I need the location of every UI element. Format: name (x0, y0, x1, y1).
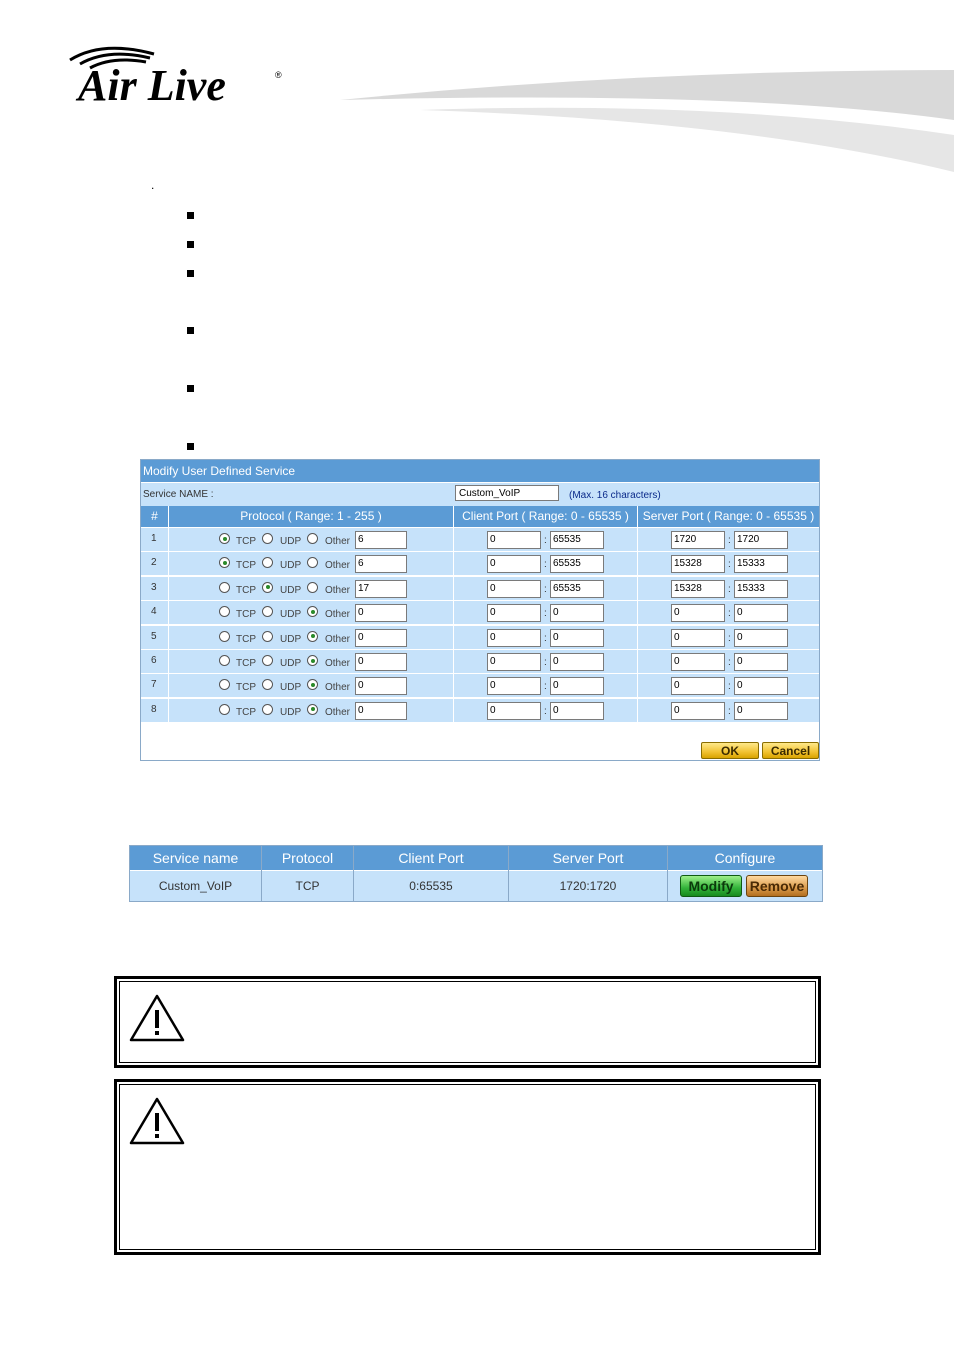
port-separator: : (728, 559, 731, 571)
column-divider (667, 846, 668, 901)
server-port-to-input[interactable]: 0 (734, 604, 788, 622)
row-number: 8 (151, 703, 157, 715)
radio-label-other: Other (325, 658, 351, 669)
service-row (141, 551, 819, 575)
note-box (114, 976, 821, 1068)
client-port-from-input[interactable]: 0 (487, 677, 541, 695)
port-separator: : (544, 657, 547, 668)
radio-other[interactable] (307, 606, 318, 617)
column-divider (168, 506, 169, 722)
radio-udp[interactable] (262, 679, 273, 690)
port-separator: : (728, 583, 731, 595)
server-port-to-input[interactable]: 15333 (734, 555, 788, 573)
radio-udp[interactable] (262, 582, 273, 593)
protocol-number-input[interactable]: 6 (355, 531, 407, 549)
client-port-to-input[interactable]: 0 (550, 677, 604, 695)
radio-label-tcp: TCP (236, 560, 256, 572)
radio-label-udp: UDP (280, 706, 302, 718)
client-port-from-input[interactable]: 0 (487, 702, 541, 720)
protocol-number-input[interactable]: 0 (355, 702, 407, 720)
radio-label-tcp: TCP (236, 536, 256, 547)
client-port-from-input[interactable]: 0 (487, 653, 541, 671)
modify-service-panel (140, 459, 820, 761)
service-row (141, 576, 819, 600)
radio-label-other: Other (325, 682, 351, 694)
server-port-from-input[interactable]: 0 (671, 629, 725, 647)
row-number: 5 (151, 630, 157, 642)
server-port-from-input[interactable]: 0 (671, 604, 725, 622)
panel-title: Modify User Defined Service (141, 460, 819, 482)
registered-mark: ® (275, 70, 282, 80)
radio-label-udp: UDP (280, 560, 302, 572)
row-number: 3 (151, 581, 157, 593)
bullet-mark (187, 443, 194, 450)
radio-label-other: Other (325, 560, 351, 572)
protocol-number-input[interactable]: 0 (355, 604, 407, 622)
radio-udp[interactable] (262, 655, 273, 666)
radio-tcp[interactable] (219, 582, 230, 593)
airlive-logo (62, 42, 292, 112)
server-port-to-input[interactable]: 0 (734, 629, 788, 647)
server-port-from-input[interactable]: 15328 (671, 555, 725, 573)
radio-label-udp: UDP (280, 536, 302, 547)
port-separator: : (544, 535, 547, 546)
bullet-mark (187, 327, 194, 334)
radio-other[interactable] (307, 704, 318, 715)
server-port-from-input[interactable]: 0 (671, 702, 725, 720)
port-separator: : (728, 632, 731, 644)
server-port-from-input[interactable]: 0 (671, 677, 725, 695)
summary-header-configure: Configure (714, 850, 776, 866)
summary-header-client-port: Client Port (398, 850, 464, 866)
client-port-from-input[interactable]: 0 (487, 555, 541, 573)
radio-tcp[interactable] (219, 655, 230, 666)
protocol-number-input[interactable]: 17 (355, 580, 407, 598)
radio-label-tcp: TCP (236, 584, 256, 596)
brand-text: Air Live (78, 61, 226, 110)
radio-label-other: Other (325, 536, 351, 547)
col-client-port-header: Client Port ( Range: 0 - 65535 ) (462, 509, 629, 523)
port-separator: : (728, 681, 731, 693)
radio-label-tcp: TCP (236, 609, 256, 621)
protocol-number-input[interactable]: 0 (355, 653, 407, 671)
radio-tcp[interactable] (219, 631, 230, 642)
server-port-from-input[interactable]: 0 (671, 653, 725, 671)
summary-protocol: TCP (295, 879, 320, 893)
modify-button[interactable]: Modify (680, 875, 742, 897)
radio-udp[interactable] (262, 631, 273, 642)
radio-label-other: Other (325, 584, 351, 596)
client-port-to-input[interactable]: 65535 (550, 531, 604, 549)
col-num-header: # (151, 509, 158, 523)
radio-udp[interactable] (262, 704, 273, 715)
service-row (141, 673, 819, 697)
radio-label-udp: UDP (280, 584, 302, 596)
client-port-from-input[interactable]: 0 (487, 629, 541, 647)
bullet-mark (187, 212, 194, 219)
leading-dot: . (151, 178, 155, 192)
column-divider (453, 506, 454, 722)
client-port-to-input[interactable]: 0 (550, 604, 604, 622)
service-name-input[interactable]: Custom_VoIP (455, 485, 559, 501)
column-divider (637, 506, 638, 722)
radio-tcp[interactable] (219, 704, 230, 715)
client-port-to-input[interactable]: 65535 (550, 555, 604, 573)
summary-row (130, 871, 822, 901)
bullet-mark (187, 385, 194, 392)
radio-tcp[interactable] (219, 533, 230, 544)
server-port-from-input[interactable]: 1720 (671, 531, 725, 549)
bullet-mark (187, 270, 194, 277)
port-separator: : (728, 535, 731, 546)
service-row (141, 527, 819, 551)
port-separator: : (728, 657, 731, 668)
radio-label-other: Other (325, 609, 351, 621)
server-port-to-input[interactable]: 1720 (734, 531, 788, 549)
warning-triangle-icon (129, 1096, 185, 1146)
radio-label-udp: UDP (280, 609, 302, 621)
service-row (141, 698, 819, 722)
panel-footer (141, 722, 819, 760)
radio-udp[interactable] (262, 533, 273, 544)
summary-header-server-port: Server Port (552, 850, 624, 866)
ok-button[interactable]: OK (701, 742, 759, 759)
note-box (114, 1079, 821, 1255)
port-separator: : (728, 608, 731, 620)
warning-triangle-icon (129, 993, 185, 1043)
server-port-to-input[interactable]: 15333 (734, 580, 788, 598)
service-name-hint: (Max. 16 characters) (569, 490, 661, 501)
radio-label-udp: UDP (280, 682, 302, 694)
column-divider (261, 846, 262, 901)
radio-tcp[interactable] (219, 679, 230, 690)
port-separator: : (544, 608, 547, 620)
radio-tcp[interactable] (219, 606, 230, 617)
summary-header-service-name: Service name (152, 850, 239, 866)
radio-label-tcp: TCP (236, 706, 256, 718)
radio-label-tcp: TCP (236, 682, 256, 694)
protocol-number-input[interactable]: 0 (355, 629, 407, 647)
column-header-row (141, 506, 819, 527)
service-summary-table (129, 845, 823, 902)
radio-label-tcp: TCP (236, 658, 256, 669)
radio-label-udp: UDP (280, 633, 302, 645)
service-row (141, 625, 819, 649)
row-number: 2 (151, 557, 157, 569)
client-port-from-input[interactable]: 0 (487, 531, 541, 549)
service-name-label: Service NAME : (143, 489, 214, 500)
port-separator: : (544, 681, 547, 693)
port-separator: : (544, 583, 547, 595)
port-separator: : (544, 559, 547, 571)
client-port-to-input[interactable]: 0 (550, 702, 604, 720)
service-row (141, 649, 819, 673)
remove-button[interactable]: Remove (746, 875, 808, 897)
row-number: 4 (151, 606, 157, 618)
summary-client-port: 0:65535 (409, 879, 453, 893)
client-port-to-input[interactable]: 65535 (550, 580, 604, 598)
radio-label-udp: UDP (280, 658, 302, 669)
server-port-to-input[interactable]: 0 (734, 653, 788, 671)
server-port-to-input[interactable]: 0 (734, 677, 788, 695)
service-name-row (141, 482, 819, 507)
service-row (141, 600, 819, 624)
client-port-from-input[interactable]: 0 (487, 604, 541, 622)
column-divider (353, 846, 354, 901)
radio-other[interactable] (307, 533, 318, 544)
radio-other[interactable] (307, 557, 318, 568)
server-port-from-input[interactable]: 15328 (671, 580, 725, 598)
radio-label-tcp: TCP (236, 633, 256, 645)
col-protocol-header: Protocol ( Range: 1 - 255 ) (240, 509, 382, 523)
column-divider (508, 846, 509, 901)
summary-header-protocol: Protocol (281, 850, 334, 866)
bullet-mark (187, 241, 194, 248)
radio-label-other: Other (325, 633, 351, 645)
row-number: 1 (151, 533, 157, 544)
server-port-to-input[interactable]: 0 (734, 702, 788, 720)
radio-udp[interactable] (262, 557, 273, 568)
col-server-port-header: Server Port ( Range: 0 - 65535 ) (642, 509, 815, 523)
header-swoosh (340, 60, 954, 180)
radio-other[interactable] (307, 631, 318, 642)
client-port-to-input[interactable]: 0 (550, 653, 604, 671)
port-separator: : (544, 632, 547, 644)
radio-udp[interactable] (262, 606, 273, 617)
protocol-number-input[interactable]: 6 (355, 555, 407, 573)
client-port-from-input[interactable]: 0 (487, 580, 541, 598)
port-separator: : (544, 705, 547, 717)
radio-label-other: Other (325, 706, 351, 718)
summary-service-name: Custom_VoIP (158, 879, 233, 893)
radio-other[interactable] (307, 655, 318, 666)
protocol-number-input[interactable]: 0 (355, 677, 407, 695)
cancel-button[interactable]: Cancel (762, 742, 819, 759)
summary-header-row (130, 846, 822, 870)
radio-tcp[interactable] (219, 557, 230, 568)
radio-other[interactable] (307, 582, 318, 593)
client-port-to-input[interactable]: 0 (550, 629, 604, 647)
summary-server-port: 1720:1720 (559, 879, 617, 893)
radio-other[interactable] (307, 679, 318, 690)
port-separator: : (728, 705, 731, 717)
row-number: 7 (151, 679, 157, 691)
row-number: 6 (151, 655, 157, 666)
